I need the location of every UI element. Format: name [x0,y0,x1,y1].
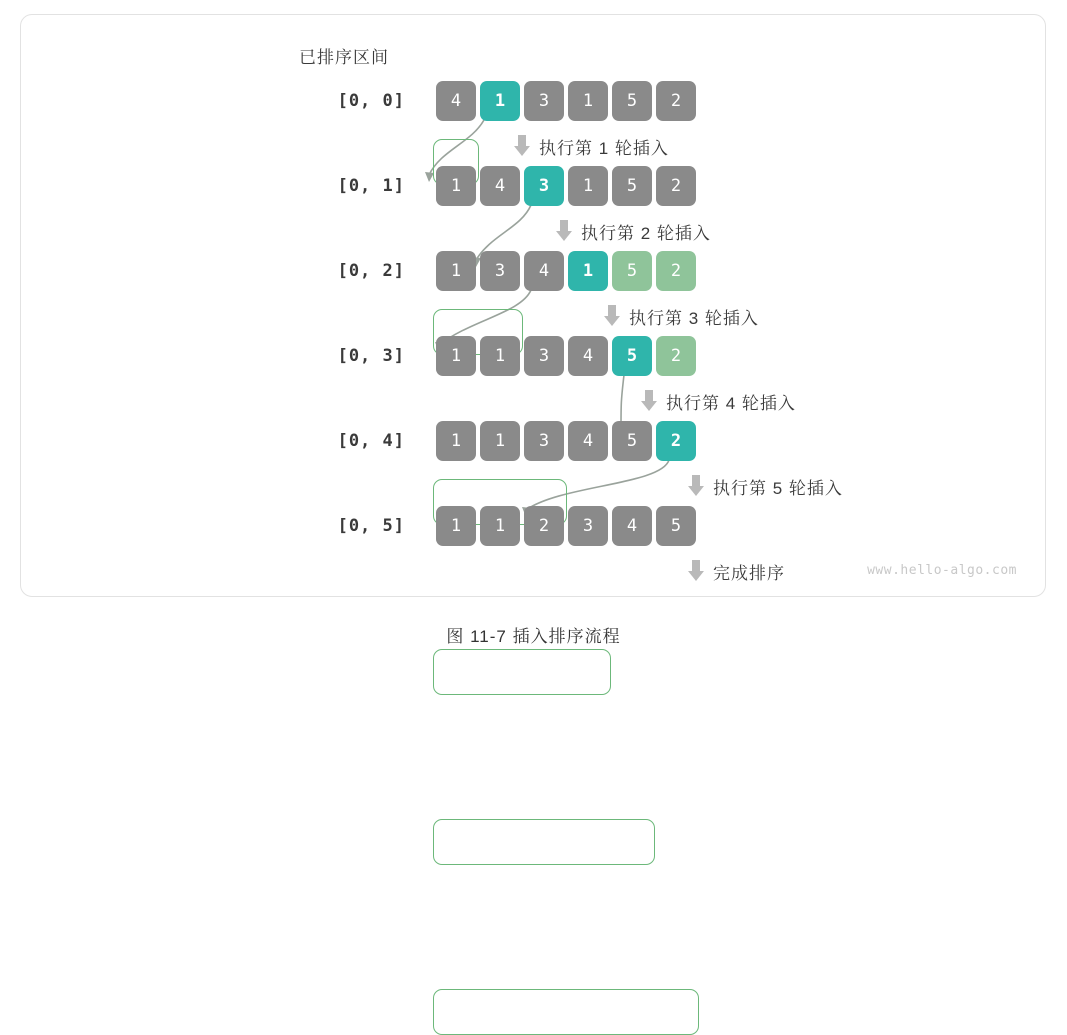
row-range-label: [0, 1] [337,176,405,196]
array-cell: 4 [568,336,608,376]
array [433,502,699,550]
array-cell: 4 [612,506,652,546]
array-cell: 3 [524,421,564,461]
array-cell: 5 [612,336,652,376]
array-cell: 2 [524,506,564,546]
step-caption: 执行第 1 轮插入 [539,139,669,158]
watermark: www.hello-algo.com [867,563,1017,578]
array-cell: 3 [524,81,564,121]
step-caption: 执行第 4 轮插入 [666,394,796,413]
array-cell: 2 [656,251,696,291]
array [433,247,699,295]
array-cell: 1 [568,251,608,291]
figure-caption: 图 11-7 插入排序流程 [446,627,621,646]
array-cell: 3 [480,251,520,291]
array-cell: 5 [612,166,652,206]
array-cell: 5 [656,506,696,546]
array-cell: 3 [568,506,608,546]
sorted-region-outline [433,819,655,865]
array-cell: 2 [656,336,696,376]
array [433,77,699,125]
array-cell: 4 [568,421,608,461]
array-cell: 1 [568,166,608,206]
step-caption: 执行第 2 轮插入 [581,224,711,243]
array-cell: 2 [656,81,696,121]
array-cell: 1 [480,421,520,461]
array-cell: 1 [436,421,476,461]
array-cell: 4 [436,81,476,121]
array-cell: 1 [568,81,608,121]
row-range-label: [0, 3] [337,346,405,366]
array-cell: 3 [524,166,564,206]
array-cell: 1 [436,166,476,206]
sorted-region-outline [433,649,611,695]
step-caption: 执行第 3 轮插入 [629,309,759,328]
array-cell: 4 [524,251,564,291]
array-cell: 5 [612,81,652,121]
array [433,417,699,465]
figure-card [20,14,1046,597]
array [433,332,699,380]
array [433,162,699,210]
row-range-label: [0, 0] [337,91,405,111]
row-range-label: [0, 4] [337,431,405,451]
array-cell: 2 [656,166,696,206]
row-range-label: [0, 2] [337,261,405,281]
sorted-region-outline [433,989,699,1035]
array-cell: 4 [480,166,520,206]
array-cell: 1 [436,336,476,376]
array-cell: 1 [480,506,520,546]
array-cell: 5 [612,251,652,291]
array-cell: 1 [480,336,520,376]
step-caption: 完成排序 [713,564,785,583]
row-range-label: [0, 5] [337,516,405,536]
sorted-range-label: 已排序区间 [299,48,389,67]
array-cell: 1 [436,251,476,291]
array-cell: 3 [524,336,564,376]
step-caption: 执行第 5 轮插入 [713,479,843,498]
array-cell: 5 [612,421,652,461]
array-cell: 1 [480,81,520,121]
array-cell: 2 [656,421,696,461]
array-cell: 1 [436,506,476,546]
